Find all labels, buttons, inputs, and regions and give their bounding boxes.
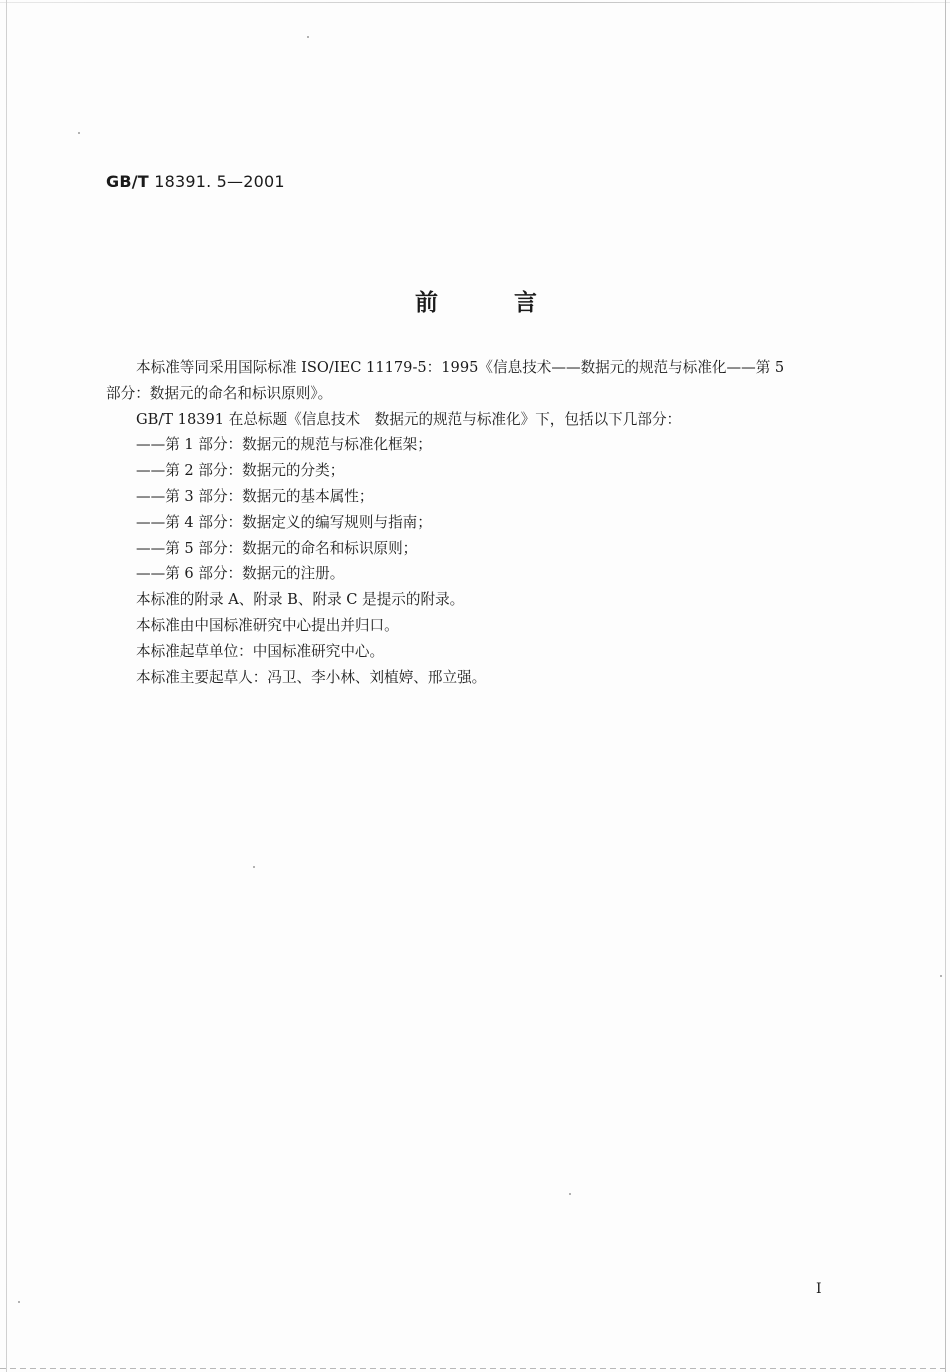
scan-speck [253, 866, 255, 868]
list-item-part-3: ——第 3 部分：数据元的基本属性； [136, 487, 374, 505]
list-item-part-2: ——第 2 部分：数据元的分类； [136, 462, 345, 480]
page-right-edge [945, 0, 946, 1372]
standard-number: 18391. 5—2001 [154, 172, 285, 191]
scan-speck [78, 132, 80, 134]
paragraph-annexes: 本标准的附录 A、附录 B、附录 C 是提示的附录。 [136, 591, 465, 609]
scan-speck [18, 1301, 20, 1303]
page-top-edge [0, 2, 950, 3]
paragraph-drafters: 本标准主要起草人：冯卫、李小林、刘植婷、邢立强。 [136, 668, 487, 686]
standard-prefix: GB/T [106, 172, 149, 191]
page-bottom-edge [0, 1368, 950, 1369]
page-title: 前言 [415, 289, 613, 316]
list-item-part-4: ——第 4 部分：数据定义的编写规则与指南； [136, 513, 432, 531]
paragraph-adoption-line2: 部分：数据元的命名和标识原则》。 [106, 384, 333, 402]
list-item-part-6: ——第 6 部分：数据元的注册。 [136, 565, 345, 583]
standard-code [106, 172, 285, 191]
list-item-part-5: ——第 5 部分：数据元的命名和标识原则； [136, 539, 418, 557]
paragraph-series-intro: GB/T 18391 在总标题《信息技术 数据元的规范与标准化》下，包括以下几部分： [136, 410, 682, 428]
scan-speck [307, 36, 309, 38]
foreword-body [106, 355, 866, 690]
page-left-edge [6, 0, 7, 1372]
paragraph-adoption-line1: 本标准等同采用国际标准 ISO/IEC 11179-5：1995《信息技术——数据元的规范与标准化——第 5 [136, 359, 785, 376]
scan-speck [940, 975, 942, 977]
paragraph-proposed-by: 本标准由中国标准研究中心提出并归口。 [136, 616, 399, 634]
scan-speck [569, 1193, 571, 1195]
page-number: I [816, 1281, 822, 1297]
list-item-part-1: ——第 1 部分：数据元的规范与标准化框架； [136, 436, 432, 454]
paragraph-drafting-unit: 本标准起草单位：中国标准研究中心。 [136, 642, 385, 660]
